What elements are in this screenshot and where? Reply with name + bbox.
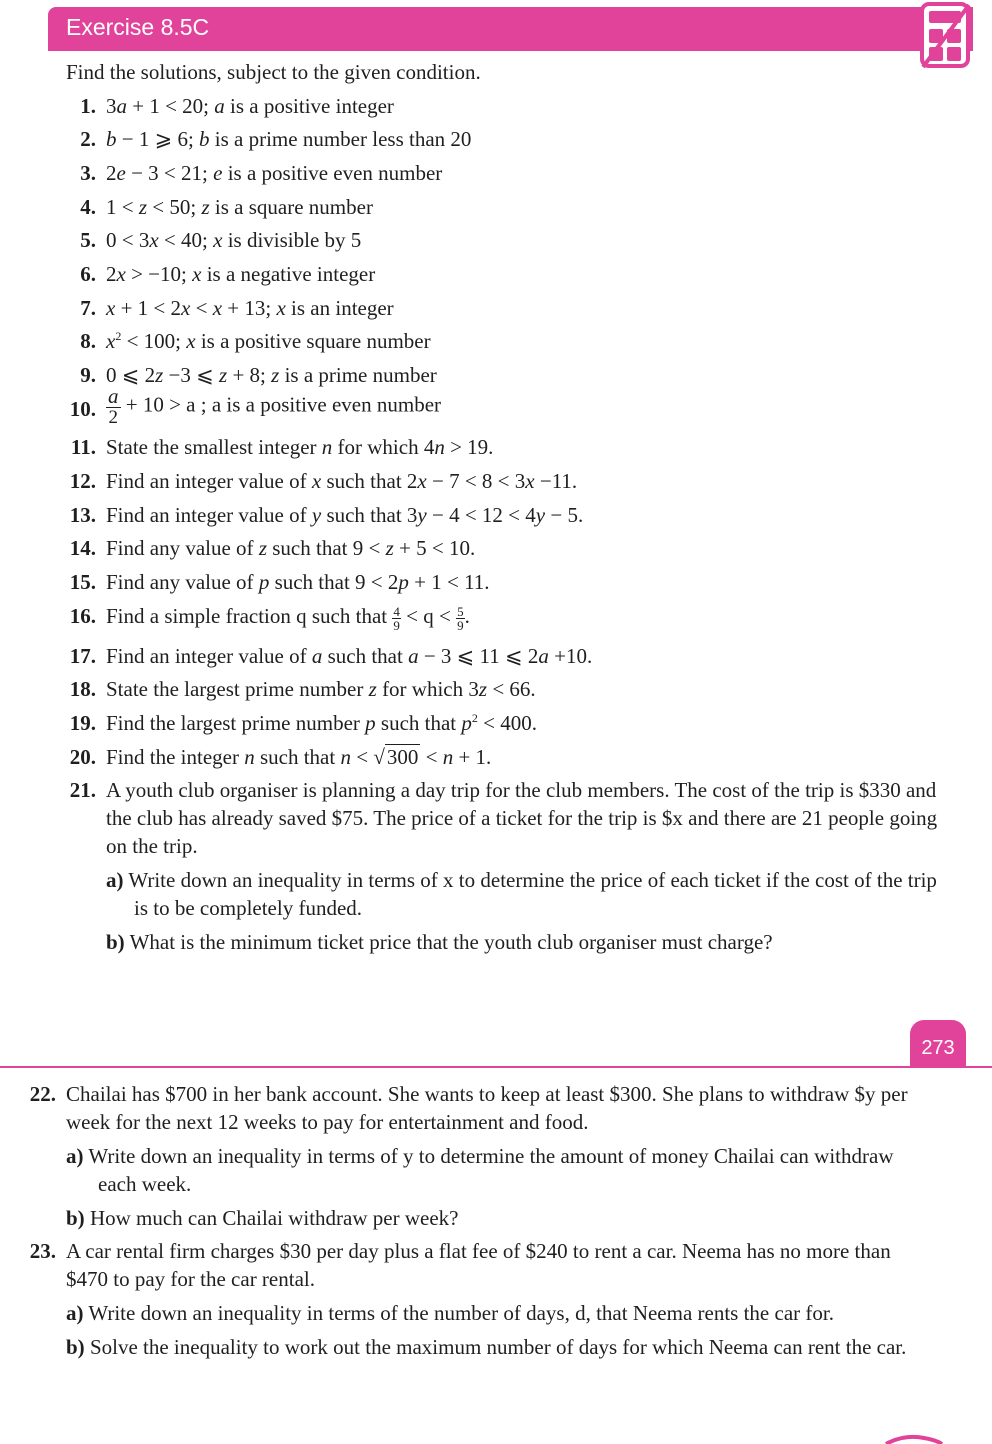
question-number: 14. (69, 536, 96, 560)
fraction-4-ninths: $\frac{4}{9}$ (393, 603, 400, 633)
no-calculator-icon (919, 1, 973, 71)
question-text: b − 1 ⩾ 6; b is a prime number less than 20 (106, 127, 472, 151)
question-text: Find any value of z such that 9 < z + 5 < 10. (106, 536, 476, 560)
part-a: a) Write down an inequality in terms of the number of days, d, that Neema rents the car for. (66, 1301, 834, 1325)
question-number: 13. (69, 503, 96, 527)
question-text: Find an integer value of y such that 3y − 4 < 12 < 4y − 5. (106, 503, 584, 527)
question-21 (60, 776, 950, 956)
question-stem: Chailai has $700 in her bank account. She wants to keep at least $300. She plans to withdraw $y per week for the next 12 weeks to pay for entertainment and food. (66, 1082, 908, 1134)
question-number: 18. (69, 677, 96, 701)
question-number: 22. (29, 1082, 56, 1106)
question-text: Find the integer n such that n < √300 < n + 1. (106, 745, 492, 769)
question-number: 16. (69, 604, 96, 628)
part-b: b) How much can Chailai withdraw per week? (66, 1206, 459, 1230)
question-number: 9. (80, 363, 96, 387)
question-text: Find a simple fraction q such that $\frac{4}{9}$ < q < $\frac{5}{9}$ . (106, 603, 470, 633)
instruction-text: Find the solutions, subject to the given condition. (66, 60, 481, 84)
question-text: Find any value of p such that 9 < 2p + 1 < 11. (106, 570, 490, 594)
question-text: 2e − 3 < 21; e is a positive even number (106, 161, 443, 185)
question-number: 8. (80, 329, 96, 353)
question-stem: A car rental firm charges $30 per day plus a flat fee of $240 to rent a car. Neema has no more than $470 to pay for the car rental. (66, 1239, 891, 1291)
question-text: 1 < z < 50; z is a square number (106, 195, 373, 219)
question-text: 0 ⩽ 2z −3 ⩽ z + 8; z is a prime number (106, 363, 437, 387)
question-text: State the largest prime number z for which 3z < 66. (106, 677, 536, 701)
page-divider (0, 1066, 992, 1068)
question-text: Find an integer value of a such that a − 3 ⩽ 11 ⩽ 2a +10. (106, 644, 593, 668)
square-root: √300 (373, 745, 419, 769)
question-number: 20. (69, 745, 96, 769)
question-number: 15. (69, 570, 96, 594)
fraction-a-over-2: $\frac{a}{2}$ (108, 384, 119, 428)
question-text: $x^2 < 100$; x is a positive square number (106, 329, 431, 353)
question-number: 19. (69, 711, 96, 735)
question-number: 6. (80, 262, 96, 286)
question-number: 17. (69, 644, 96, 668)
question-number: 1. (80, 94, 96, 118)
part-a: a) Write down an inequality in terms of y to determine the amount of money Chailai can withdraw each week. (66, 1144, 894, 1196)
question-number: 5. (80, 228, 96, 252)
fraction-5-ninths: $\frac{5}{9}$ (457, 603, 464, 633)
question-number: 12. (69, 469, 96, 493)
question-stem: A youth club organiser is planning a day trip for the club members. The cost of the trip is $330 and the club has already saved $75. The price of a ticket for the trip is $x and there are 21 people going on the trip. (106, 778, 938, 858)
question-text: 2x > −10; x is a negative integer (106, 262, 376, 286)
question-number: 21. (69, 778, 96, 802)
question-text: 3a + 1 < 20; a is a positive integer (106, 94, 394, 118)
question-number: 11. (70, 435, 96, 459)
part-a: a) Write down an inequality in terms of x to determine the price of each ticket if the cost of the trip is to be completely funded. (106, 868, 937, 920)
question-number: 7. (80, 296, 96, 320)
question-text: $\frac{a}{2}$ + 10 > a ; a is a positive even number (108, 384, 442, 428)
question-text: x + 1 < 2x < x + 13; x is an integer (106, 296, 394, 320)
decorative-corner-swoosh (884, 1432, 944, 1444)
part-b: b) What is the minimum ticket price that the youth club organiser must charge? (106, 930, 773, 954)
exercise-title: Exercise 8.5C (66, 14, 210, 40)
question-number: 4. (80, 195, 96, 219)
question-number: 23. (29, 1239, 56, 1263)
question-number: 3. (80, 161, 96, 185)
question-text: Find the largest prime number p such that $p^2 < 400$. (106, 711, 537, 735)
question-text: State the smallest integer n for which 4n > 19. (106, 435, 494, 459)
question-text: Find an integer value of x such that 2x − 7 < 8 < 3x −11. (106, 469, 578, 493)
question-number: 10. (69, 397, 96, 421)
page-number-badge: 273 (910, 1020, 966, 1066)
part-b: b) Solve the inequality to work out the maximum number of days for which Neema can rent the car. (66, 1335, 907, 1359)
question-22 (20, 1080, 910, 1232)
question-23 (20, 1237, 910, 1361)
question-number: 2. (80, 127, 96, 151)
question-text: 0 < 3x < 40; x is divisible by 5 (106, 228, 362, 252)
